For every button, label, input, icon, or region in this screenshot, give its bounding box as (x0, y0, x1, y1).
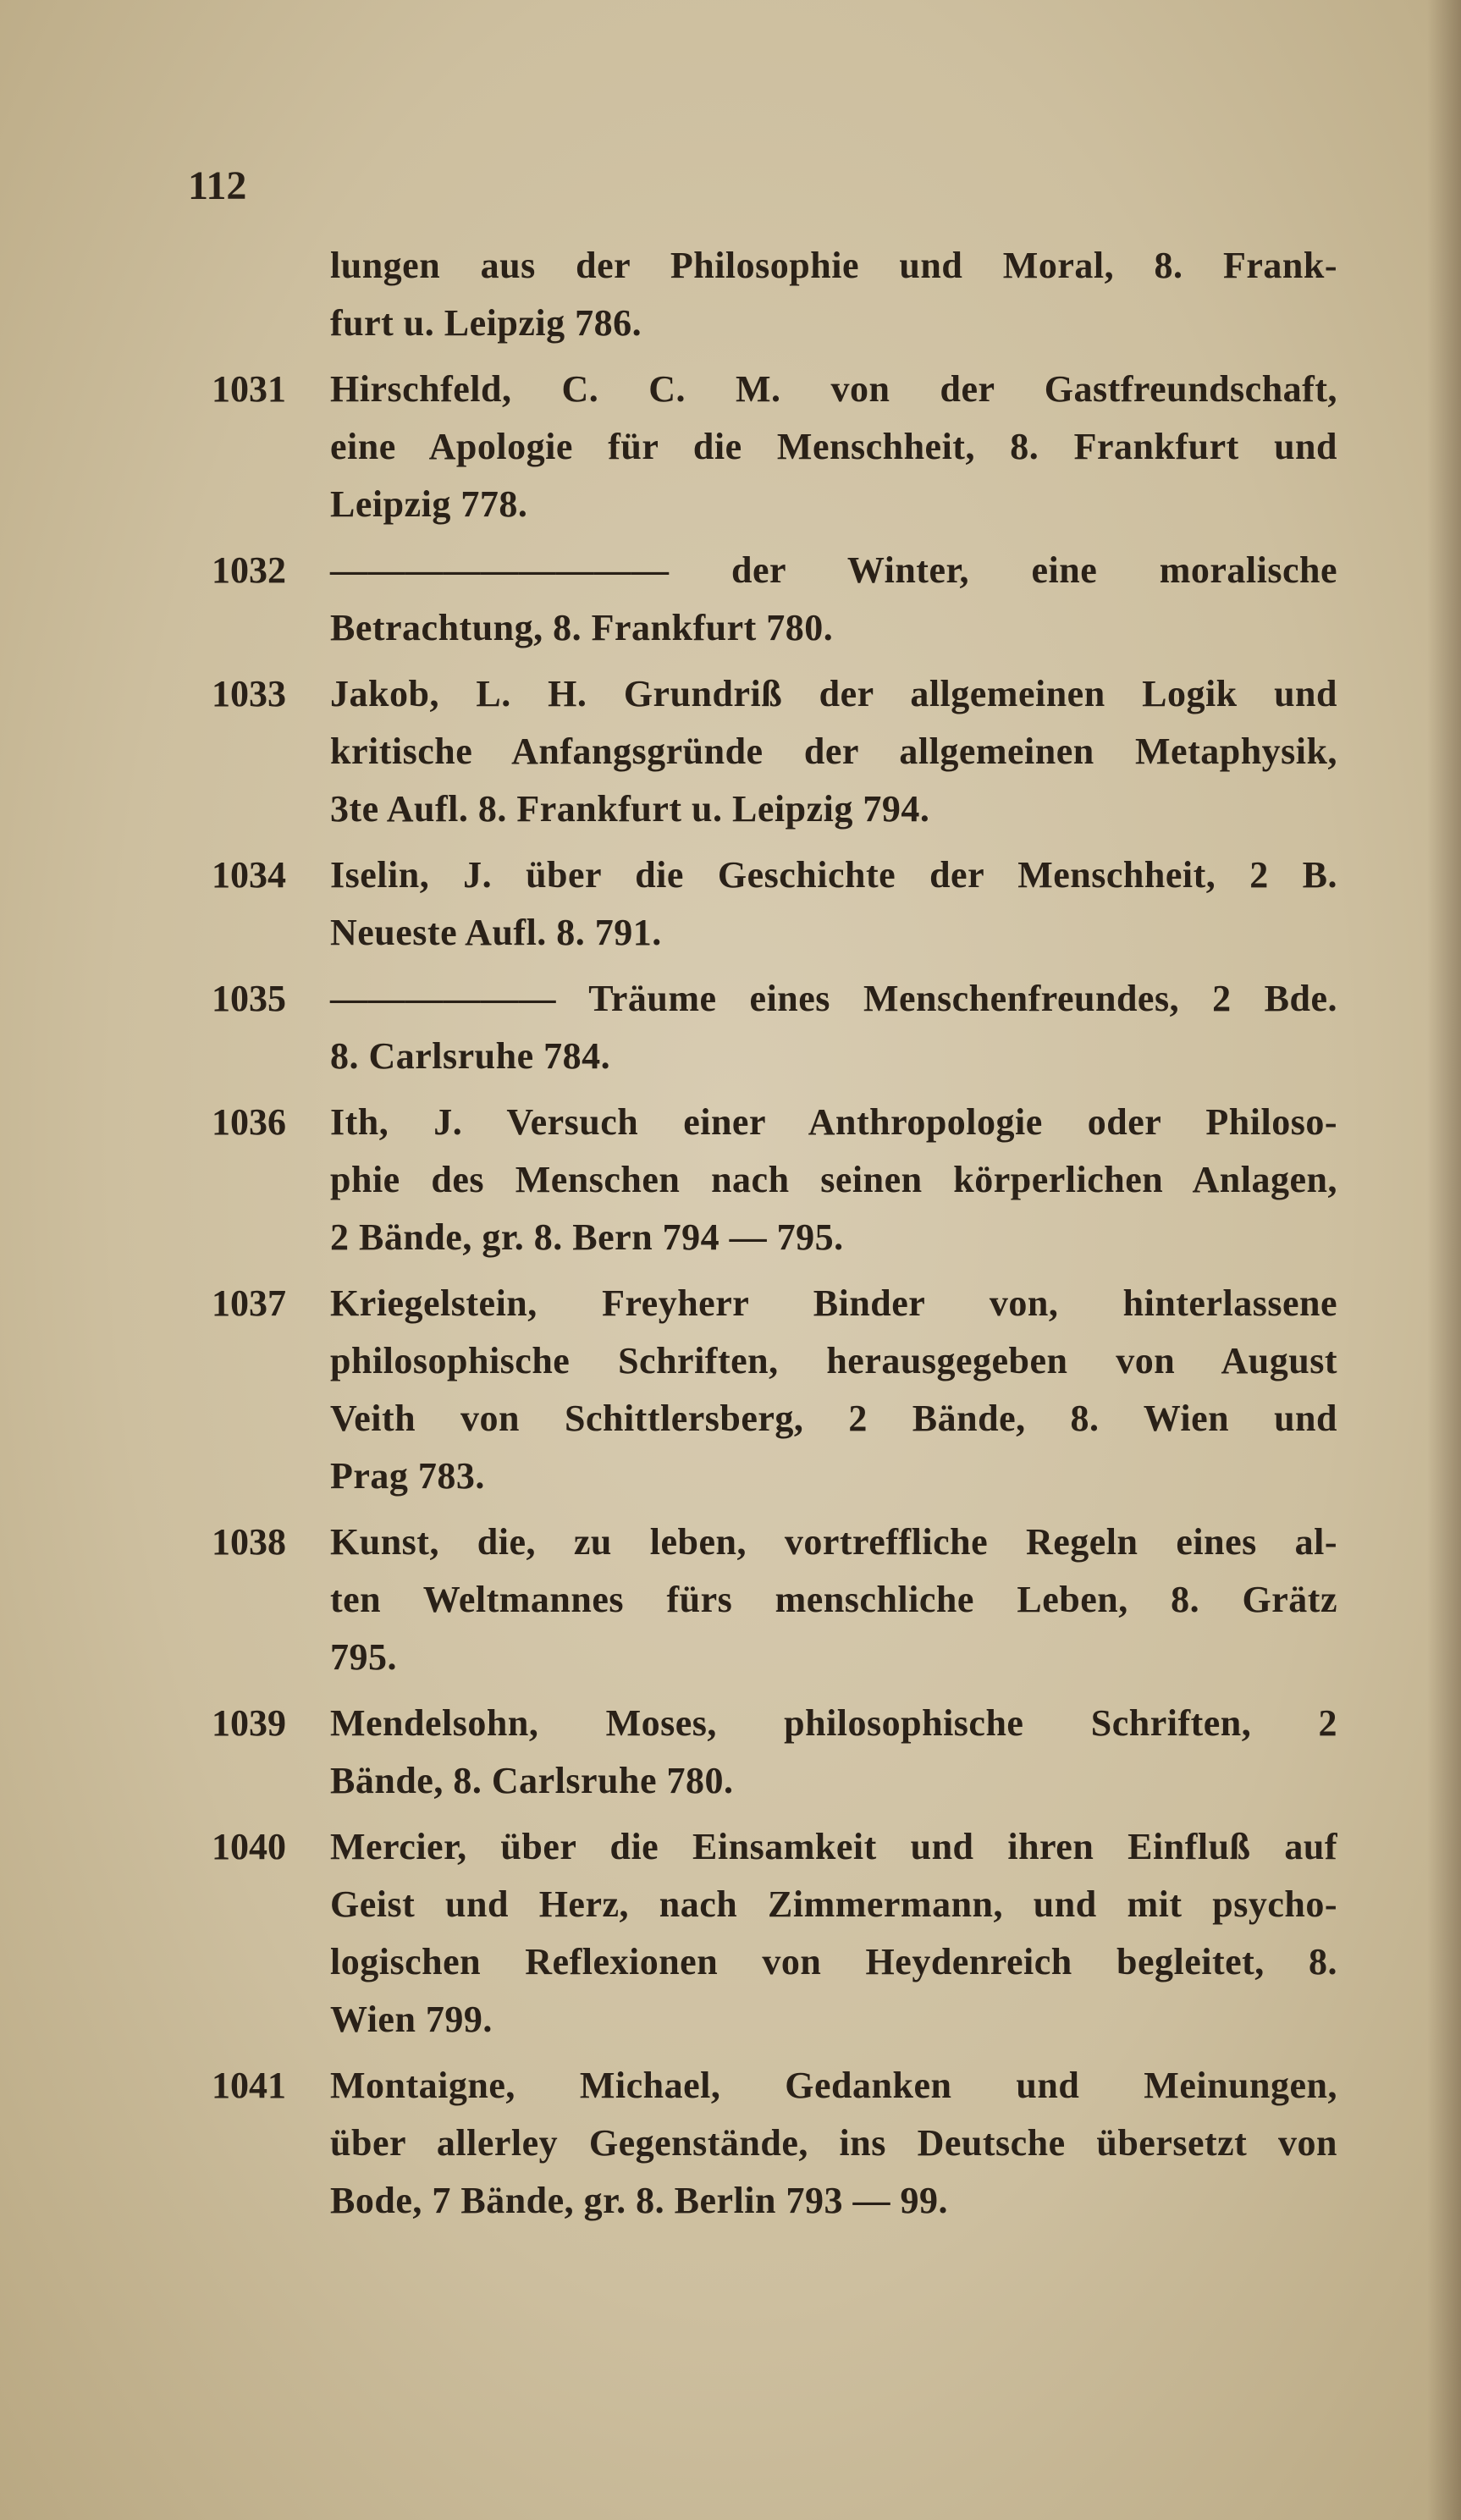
entry-line: Veith von Schittlersberg, 2 Bände, 8. Wien und (330, 1398, 1337, 1439)
entry-line: lungen aus der Philosophie und Moral, 8. Frank- (330, 245, 1337, 286)
entry-number: 1036 (212, 1101, 286, 1143)
entry-number: 1039 (212, 1702, 286, 1744)
entry-line: 795. (330, 1636, 397, 1678)
entry-line: Wien 799. (330, 1999, 493, 2040)
bibliography-entry (212, 1094, 1337, 1266)
entry-line: Hirschfeld, C. C. M. von der Gastfreundschaft, (330, 368, 1337, 410)
bibliography-entry (212, 237, 1337, 352)
entry-line: Jakob, L. H. Grundriß der allgemeinen Logik und (330, 673, 1337, 714)
entry-text (330, 1818, 1337, 2049)
entry-number: 1033 (212, 673, 286, 714)
entry-text (330, 542, 1337, 657)
bibliography-entry (212, 2057, 1337, 2230)
entry-number: 1038 (212, 1521, 286, 1563)
entry-text (330, 361, 1337, 533)
entry-text (330, 237, 1337, 352)
bibliography-entry (212, 970, 1337, 1085)
entry-number (212, 237, 330, 352)
page-number: 112 (188, 163, 247, 208)
entry-line: —————— Träume eines Menschenfreundes, 2 Bde. (330, 978, 1337, 1019)
entry-line: Mendelsohn, Moses, philosophische Schriften, 2 (330, 1702, 1337, 1744)
entry-text (330, 2057, 1337, 2230)
entry-line: Montaigne, Michael, Gedanken und Meinungen, (330, 2065, 1337, 2106)
entry-text (330, 1275, 1337, 1505)
entry-line: Prag 783. (330, 1455, 485, 1497)
bibliography-entry (212, 542, 1337, 657)
bibliography-entry (212, 1818, 1337, 2049)
entry-line: Betrachtung, 8. Frankfurt 780. (330, 607, 834, 648)
entry-text (330, 1695, 1337, 1810)
entry-line: philosophische Schriften, herausgegeben von August (330, 1340, 1337, 1381)
entry-text (330, 665, 1337, 838)
entry-line: 3te Aufl. 8. Frankfurt u. Leipzig 794. (330, 788, 930, 830)
entry-line: logischen Reflexionen von Heydenreich begleitet, 8. (330, 1941, 1337, 1982)
entry-text (330, 1094, 1337, 1266)
bibliography-entry (212, 1514, 1337, 1686)
entry-line: Mercier, über die Einsamkeit und ihren Einfluß auf (330, 1826, 1337, 1867)
bibliography-list (212, 237, 1337, 2238)
entry-line: furt u. Leipzig 786. (330, 302, 642, 344)
entry-number: 1032 (212, 549, 286, 591)
entry-line: 8. Carlsruhe 784. (330, 1035, 611, 1077)
entry-line: Neueste Aufl. 8. 791. (330, 912, 662, 953)
entry-line: Iselin, J. über die Geschichte der Menschheit, 2 B. (330, 854, 1337, 896)
entry-line: Kunst, die, zu leben, vortreffliche Regeln eines al- (330, 1521, 1337, 1563)
entry-number: 1035 (212, 978, 286, 1019)
entry-line: Bände, 8. Carlsruhe 780. (330, 1760, 734, 1801)
entry-line: Kriegelstein, Freyherr Binder von, hinterlassene (330, 1282, 1337, 1324)
entry-line: 2 Bände, gr. 8. Bern 794 — 795. (330, 1216, 844, 1258)
entry-line: Leipzig 778. (330, 483, 528, 525)
entry-line: ten Weltmannes fürs menschliche Leben, 8. Grätz (330, 1579, 1337, 1620)
bibliography-entry (212, 1275, 1337, 1505)
entry-number: 1031 (212, 368, 286, 410)
entry-line: phie des Menschen nach seinen körperlichen Anlagen, (330, 1159, 1337, 1200)
entry-line: eine Apologie für die Menschheit, 8. Frankfurt und (330, 426, 1337, 467)
bibliography-entry (212, 1695, 1337, 1810)
entry-text (330, 846, 1337, 962)
entry-line: Bode, 7 Bände, gr. 8. Berlin 793 — 99. (330, 2180, 948, 2221)
entry-number: 1034 (212, 854, 286, 896)
bibliography-entry (212, 846, 1337, 962)
entry-line: ————————— der Winter, eine moralische (330, 549, 1337, 591)
bibliography-entry (212, 361, 1337, 533)
bibliography-entry (212, 665, 1337, 838)
entry-text (330, 970, 1337, 1085)
entry-number: 1041 (212, 2065, 286, 2106)
entry-number: 1040 (212, 1826, 286, 1867)
entry-text (330, 1514, 1337, 1686)
page-edge-shadow (1427, 0, 1461, 2520)
entry-line: kritische Anfangsgründe der allgemeinen Metaphysik, (330, 731, 1337, 772)
entry-number: 1037 (212, 1282, 286, 1324)
entry-line: Ith, J. Versuch einer Anthropologie oder Philoso- (330, 1101, 1337, 1143)
entry-line: über allerley Gegenstände, ins Deutsche übersetzt von (330, 2122, 1337, 2164)
entry-line: Geist und Herz, nach Zimmermann, und mit psycho- (330, 1883, 1337, 1925)
